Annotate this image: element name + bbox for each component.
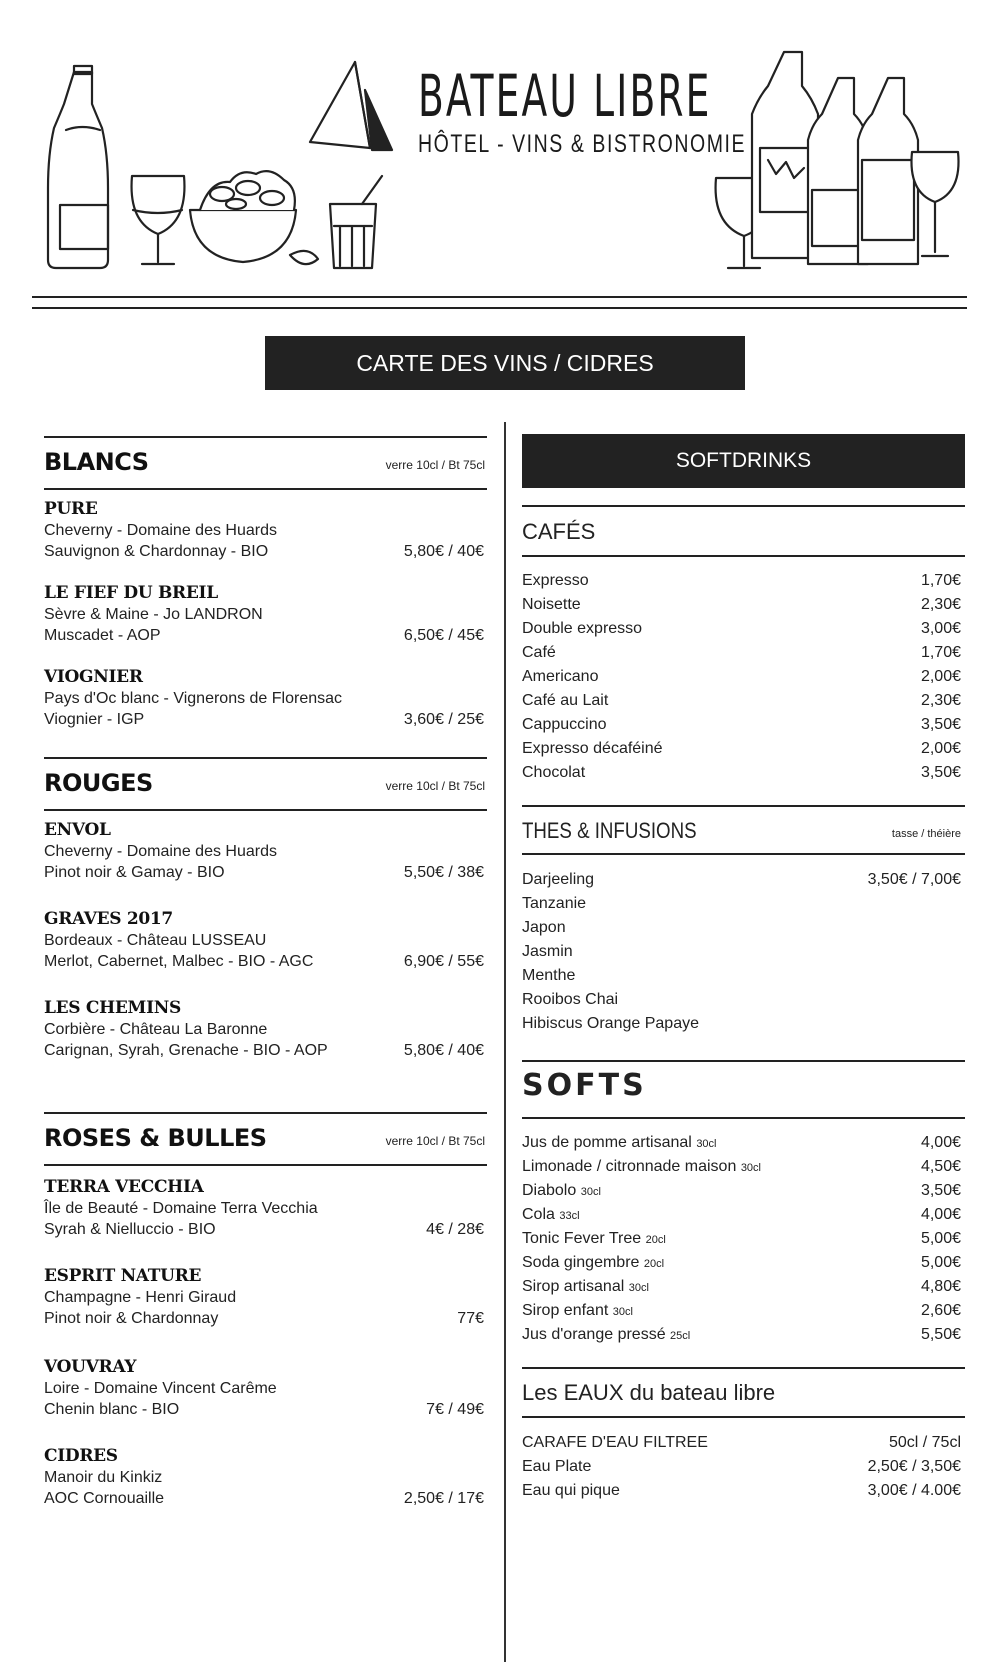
list-item bbox=[522, 916, 965, 940]
item-name: Café au Lait bbox=[522, 692, 609, 709]
wine-item bbox=[44, 499, 487, 562]
item-name: Expresso décaféiné bbox=[522, 740, 663, 757]
item-name: Americano bbox=[522, 668, 599, 685]
item-price: 3,50€ bbox=[920, 764, 961, 781]
wine-origin: Sèvre & Maine - Jo LANDRON bbox=[44, 606, 263, 623]
header-illustration bbox=[0, 0, 1000, 320]
item-price: 5,50€ bbox=[920, 1326, 961, 1343]
wine-origin: Cheverny - Domaine des Huards bbox=[44, 843, 277, 860]
section-title: SOFTS bbox=[522, 1068, 647, 1103]
section-title: ROUGES bbox=[44, 769, 153, 797]
cafes-list bbox=[522, 569, 965, 785]
list-item bbox=[522, 988, 965, 1012]
list-item bbox=[522, 569, 965, 593]
wine-name: ESPRIT NATURE bbox=[44, 1266, 202, 1286]
item-volume: 30cl bbox=[696, 1138, 717, 1150]
item-price: 4,00€ bbox=[920, 1134, 961, 1151]
wine-item bbox=[44, 583, 487, 646]
item-volume: 30cl bbox=[612, 1306, 633, 1318]
item-volume: 33cl bbox=[559, 1210, 580, 1222]
wine-item bbox=[44, 820, 487, 883]
list-item bbox=[522, 617, 965, 641]
softs-list bbox=[522, 1131, 965, 1347]
item-name: Sirop artisanal bbox=[522, 1278, 625, 1295]
wine-origin: Île de Beauté - Domaine Terra Vecchia bbox=[44, 1200, 318, 1217]
item-volume: 30cl bbox=[628, 1282, 649, 1294]
list-item bbox=[522, 964, 965, 988]
item-price: 1,70€ bbox=[920, 572, 961, 589]
item-name: CARAFE D'EAU FILTREE bbox=[522, 1434, 708, 1451]
section-roses-header bbox=[44, 1112, 487, 1166]
item-price: 2,30€ bbox=[920, 692, 961, 709]
item-name: Diabolo bbox=[522, 1182, 577, 1199]
wine-name: VOUVRAY bbox=[44, 1357, 137, 1377]
list-item bbox=[522, 1455, 965, 1479]
item-price: 3,50€ bbox=[920, 716, 961, 733]
softdrinks-banner: SOFTDRINKS bbox=[522, 434, 965, 488]
wine-glass-icon bbox=[132, 176, 185, 264]
list-item bbox=[522, 1299, 965, 1323]
item-name: Hibiscus Orange Papaye bbox=[522, 1015, 699, 1032]
section-title: Les EAUX du bateau libre bbox=[522, 1380, 776, 1405]
wine-grape: AOC Cornouaille bbox=[44, 1490, 165, 1507]
item-name: Cola bbox=[522, 1206, 555, 1223]
header-rule bbox=[32, 296, 967, 298]
section-note: tasse / théière bbox=[891, 828, 961, 840]
item-price: 2,00€ bbox=[920, 668, 961, 685]
wine-name: LE FIEF DU BREIL bbox=[44, 583, 218, 603]
wine-price: 5,50€ / 38€ bbox=[403, 864, 484, 881]
item-volume: 25cl bbox=[670, 1330, 691, 1342]
item-volume: 20cl bbox=[643, 1258, 665, 1270]
item-price: 2,00€ bbox=[920, 740, 961, 757]
item-price: 2,50€ / 3,50€ bbox=[867, 1458, 961, 1475]
list-item bbox=[522, 1431, 965, 1455]
list-item bbox=[522, 641, 965, 665]
wine-name: CIDRES bbox=[44, 1446, 118, 1466]
item-price: 3,50€ / 7,00€ bbox=[867, 871, 961, 888]
wine-origin: Manoir du Kinkiz bbox=[44, 1469, 163, 1486]
wine-grape: Pinot noir & Chardonnay bbox=[44, 1310, 219, 1327]
item-price: 3,00€ / 4.00€ bbox=[867, 1482, 961, 1499]
wine-price: 7€ / 49€ bbox=[426, 1401, 484, 1418]
section-softs-header bbox=[522, 1060, 965, 1119]
wine-price: 5,80€ / 40€ bbox=[403, 543, 484, 560]
item-name: Expresso bbox=[522, 572, 589, 589]
wine-grape: Pinot noir & Gamay - BIO bbox=[44, 864, 225, 881]
section-blancs-header bbox=[44, 436, 487, 490]
list-item bbox=[522, 1251, 965, 1275]
item-volume: 20cl bbox=[645, 1234, 666, 1246]
item-price: 1,70€ bbox=[920, 644, 961, 661]
wine-item bbox=[44, 909, 487, 972]
wine-name: GRAVES 2017 bbox=[44, 909, 173, 929]
column-divider bbox=[504, 422, 506, 1662]
wine-price: 6,50€ / 45€ bbox=[403, 627, 484, 644]
item-price: 4,00€ bbox=[920, 1206, 961, 1223]
sail-logo-icon bbox=[310, 62, 392, 150]
wine-item bbox=[44, 1266, 487, 1329]
list-item bbox=[522, 1275, 965, 1299]
list-item bbox=[522, 1131, 965, 1155]
list-item bbox=[522, 737, 965, 761]
wine-item bbox=[44, 998, 487, 1061]
wine-name: TERRA VECCHIA bbox=[44, 1177, 204, 1197]
item-price: 3,00€ bbox=[920, 620, 961, 637]
wine-item bbox=[44, 1446, 487, 1509]
bottle-icon bbox=[48, 66, 108, 268]
list-item bbox=[522, 1227, 965, 1251]
section-note: verre 10cl / Bt 75cl bbox=[385, 1134, 485, 1148]
item-name: Tonic Fever Tree bbox=[522, 1230, 642, 1247]
wine-origin: Bordeaux - Château LUSSEAU bbox=[44, 932, 267, 949]
list-item bbox=[522, 665, 965, 689]
item-name: Eau qui pique bbox=[522, 1482, 620, 1499]
wine-grape: Viognier - IGP bbox=[44, 711, 145, 728]
wine-price: 3,60€ / 25€ bbox=[403, 711, 484, 728]
wine-grape: Merlot, Cabernet, Malbec - BIO - AGC bbox=[44, 953, 314, 970]
item-volume: 30cl bbox=[580, 1186, 601, 1198]
list-item bbox=[522, 892, 965, 916]
item-name: Rooibos Chai bbox=[522, 991, 619, 1008]
item-price: 2,30€ bbox=[920, 596, 961, 613]
item-price: 4,50€ bbox=[920, 1158, 961, 1175]
item-name: Cappuccino bbox=[522, 716, 607, 733]
wine-price: 4€ / 28€ bbox=[426, 1221, 484, 1238]
wine-origin: Loire - Domaine Vincent Carême bbox=[44, 1380, 277, 1397]
section-title: CAFÉS bbox=[522, 519, 596, 544]
section-thes-header bbox=[522, 805, 965, 855]
item-price: 4,80€ bbox=[920, 1278, 961, 1295]
item-name: Noisette bbox=[522, 596, 581, 613]
wine-name: LES CHEMINS bbox=[44, 998, 181, 1018]
wine-name: PURE bbox=[44, 499, 98, 519]
wine-grape: Chenin blanc - BIO bbox=[44, 1401, 180, 1418]
wine-item bbox=[44, 667, 487, 730]
wine-name: ENVOL bbox=[44, 820, 111, 840]
thes-list bbox=[522, 868, 965, 1036]
section-rouges-header bbox=[44, 757, 487, 811]
wine-price: 5,80€ / 40€ bbox=[403, 1042, 484, 1059]
wine-price: 77€ bbox=[457, 1310, 484, 1327]
item-name: Soda gingembre bbox=[522, 1254, 640, 1271]
item-name: Chocolat bbox=[522, 764, 586, 781]
header-rule bbox=[32, 307, 967, 309]
wine-name: VIOGNIER bbox=[44, 667, 143, 687]
wine-grape: Syrah & Nielluccio - BIO bbox=[44, 1221, 216, 1238]
wine-grape: Carignan, Syrah, Grenache - BIO - AOP bbox=[44, 1042, 328, 1059]
cup-icon bbox=[330, 176, 382, 268]
wine-origin: Champagne - Henri Giraud bbox=[44, 1289, 237, 1306]
menu-title-banner: CARTE DES VINS / CIDRES bbox=[265, 336, 745, 390]
wine-price: 2,50€ / 17€ bbox=[403, 1490, 484, 1507]
list-item bbox=[522, 1179, 965, 1203]
section-note: verre 10cl / Bt 75cl bbox=[385, 779, 485, 793]
item-price: 5,00€ bbox=[920, 1254, 961, 1271]
item-name: Sirop enfant bbox=[522, 1302, 609, 1319]
section-title: BLANCS bbox=[44, 448, 149, 476]
list-item bbox=[522, 593, 965, 617]
item-price: 3,50€ bbox=[920, 1182, 961, 1199]
mussel-bowl-icon bbox=[190, 171, 318, 264]
brand-name: BATEAU LIBRE bbox=[418, 62, 712, 130]
item-name: Double expresso bbox=[522, 620, 643, 637]
list-item bbox=[522, 713, 965, 737]
list-item bbox=[522, 868, 965, 892]
wine-grape: Muscadet - AOP bbox=[44, 627, 161, 644]
item-name: Jus de pomme artisanal bbox=[522, 1134, 692, 1151]
list-item bbox=[522, 1155, 965, 1179]
section-title: ROSES & BULLES bbox=[44, 1124, 267, 1152]
eaux-list bbox=[522, 1431, 965, 1503]
wine-origin: Pays d'Oc blanc - Vignerons de Florensac bbox=[44, 690, 343, 707]
section-cafes-header bbox=[522, 505, 965, 557]
item-name: Japon bbox=[522, 919, 566, 936]
list-item bbox=[522, 689, 965, 713]
wine-item bbox=[44, 1357, 487, 1420]
item-name: Jus d'orange pressé bbox=[522, 1326, 666, 1343]
item-name: Jasmin bbox=[522, 943, 573, 960]
section-eaux-header bbox=[522, 1367, 965, 1418]
item-price: 5,00€ bbox=[920, 1230, 961, 1247]
wine-item bbox=[44, 1177, 487, 1240]
list-item bbox=[522, 940, 965, 964]
bottle-icon bbox=[858, 78, 918, 264]
wine-origin: Cheverny - Domaine des Huards bbox=[44, 522, 277, 539]
item-name: Eau Plate bbox=[522, 1458, 592, 1475]
section-note: verre 10cl / Bt 75cl bbox=[385, 458, 485, 472]
list-item bbox=[522, 1203, 965, 1227]
wine-origin: Corbière - Château La Baronne bbox=[44, 1021, 268, 1038]
item-name: Limonade / citronnade maison bbox=[522, 1158, 737, 1175]
list-item bbox=[522, 1479, 965, 1503]
item-price: 50cl / 75cl bbox=[888, 1434, 961, 1451]
item-volume: 30cl bbox=[740, 1162, 761, 1174]
section-title: THES & INFUSIONS bbox=[522, 818, 697, 843]
list-item bbox=[522, 1323, 965, 1347]
item-name: Café bbox=[522, 644, 556, 661]
brand-subtitle: HÔTEL - VINS & BISTRONOMIE bbox=[418, 130, 747, 158]
item-price: 2,60€ bbox=[920, 1302, 961, 1319]
list-item bbox=[522, 1012, 965, 1036]
list-item bbox=[522, 761, 965, 785]
wine-grape: Sauvignon & Chardonnay - BIO bbox=[44, 543, 269, 560]
wine-price: 6,90€ / 55€ bbox=[403, 953, 484, 970]
item-name: Darjeeling bbox=[522, 871, 595, 888]
item-name: Tanzanie bbox=[522, 895, 587, 912]
item-name: Menthe bbox=[522, 967, 576, 984]
